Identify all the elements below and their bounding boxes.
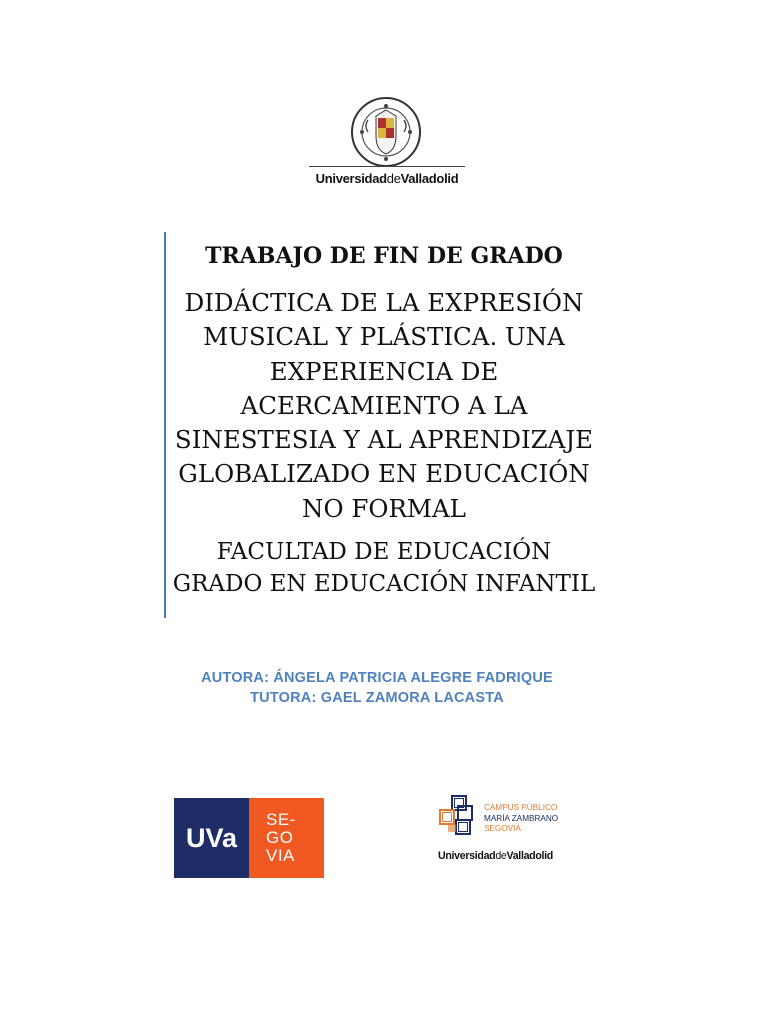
accent-rule <box>164 232 166 618</box>
document-type: TRABAJO DE FIN DE GRADO <box>205 243 563 269</box>
university-seal-icon <box>350 96 422 168</box>
title-line: SINESTESIA Y AL APRENDIZAJE <box>174 425 594 455</box>
tutor-line: TUTORA: GAEL ZAMORA LACASTA <box>250 690 504 706</box>
uva-logo-block: UVa <box>174 798 249 878</box>
segovia-line: GO <box>266 828 294 847</box>
segovia-line: VIA <box>266 846 295 865</box>
title-line: EXPERIENCIA DE <box>269 356 499 386</box>
campus-line: CAMPUS PÚBLICO <box>484 803 558 812</box>
campus-university-wordmark: UniversidaddeValladolid <box>438 850 553 862</box>
document-title <box>167 286 601 526</box>
title-line: GLOBALIZADO EN EDUCACIÓN <box>178 459 590 489</box>
authors-block <box>160 668 594 708</box>
title-block <box>167 242 601 600</box>
campus-logo <box>428 783 590 873</box>
faculty-info <box>167 536 601 600</box>
segovia-line: SE- <box>266 810 296 829</box>
title-line: NO FORMAL <box>302 493 466 523</box>
campus-text <box>484 803 558 835</box>
faculty-name: FACULTAD DE EDUCACIÓN <box>216 539 552 566</box>
author-line: AUTORA: ÁNGELA PATRICIA ALEGRE FADRIQUE <box>201 670 553 686</box>
logo-divider <box>309 166 465 167</box>
title-line: MUSICAL Y PLÁSTICA. UNA <box>203 322 565 352</box>
title-line: ACERCAMIENTO A LA <box>240 390 528 420</box>
university-logo-top <box>305 92 465 204</box>
uva-segovia-logo <box>174 798 324 878</box>
campus-grid-icon <box>438 794 478 840</box>
segovia-logo-block <box>249 798 324 878</box>
university-wordmark: UniversidaddeValladolid <box>315 171 459 186</box>
title-line: DIDÁCTICA DE LA EXPRESIÓN <box>184 288 584 317</box>
degree-name: GRADO EN EDUCACIÓN INFANTIL <box>172 571 596 598</box>
campus-line: MARÍA ZAMBRANO <box>484 813 559 823</box>
campus-line: SEGOVIA <box>484 824 521 833</box>
